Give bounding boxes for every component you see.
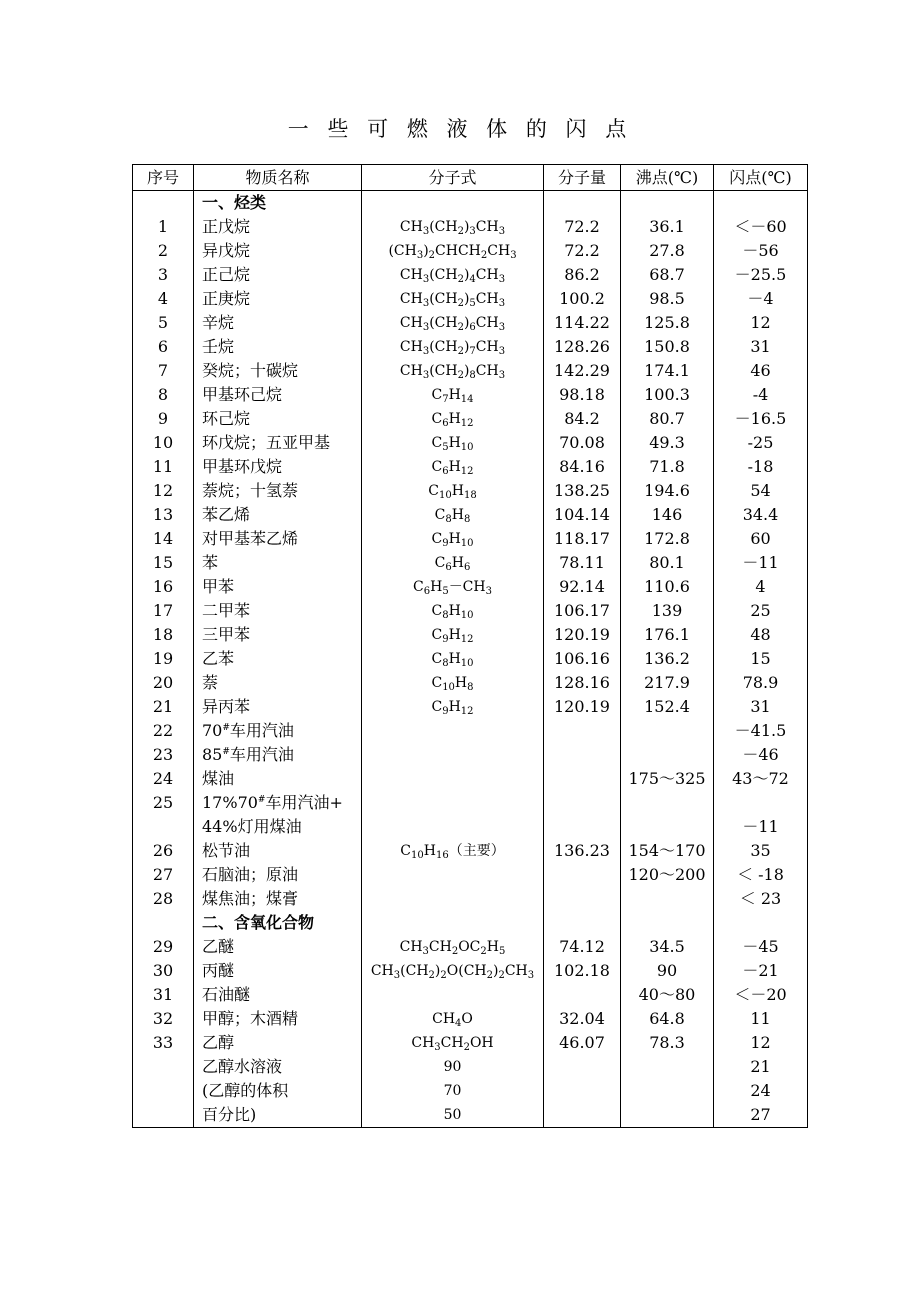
cell-molecular-weight — [544, 191, 621, 216]
cell-substance-name: 萘 — [194, 671, 362, 695]
cell-substance-name: 70#车用汽油 — [194, 719, 362, 743]
cell-formula: $(CH_3)_2CHCH_2CH_3$ — [362, 239, 544, 263]
table-row — [133, 551, 808, 575]
cell-molecular-weight: 72.2 — [544, 215, 621, 239]
cell-substance-name: 甲基环戊烷 — [194, 455, 362, 479]
cell-formula: $C_6H_5-CH_3$ — [362, 575, 544, 599]
cell-boiling-point: 174.1 — [621, 359, 714, 383]
cell-formula: $CH_4O$ — [362, 1007, 544, 1031]
cell-formula: $C_5H_{10}$ — [362, 431, 544, 455]
cell-molecular-weight — [544, 719, 621, 743]
cell-substance-name: 环戊烷；五亚甲基 — [194, 431, 362, 455]
cell-boiling-point: 64.8 — [621, 1007, 714, 1031]
table-row — [133, 407, 808, 431]
cell-formula — [362, 719, 544, 743]
cell-boiling-point: 154～170 — [621, 839, 714, 863]
cell-molecular-weight: 86.2 — [544, 263, 621, 287]
cell-formula: $C_8H_{10}$ — [362, 599, 544, 623]
cell-molecular-weight: 72.2 — [544, 239, 621, 263]
cell-substance-name: 乙醇水溶液 — [194, 1055, 362, 1079]
cell-flash-point: 34.4 — [714, 503, 808, 527]
cell-substance-name: 乙醚 — [194, 935, 362, 959]
cell-molecular-weight: 138.25 — [544, 479, 621, 503]
cell-index — [133, 1103, 194, 1128]
cell-molecular-weight — [544, 911, 621, 935]
cell-flash-point: －16.5 — [714, 407, 808, 431]
cell-index: 4 — [133, 287, 194, 311]
cell-formula — [362, 887, 544, 911]
cell-flash-point: －56 — [714, 239, 808, 263]
cell-flash-point: 24 — [714, 1079, 808, 1103]
cell-formula: $C_6H_{12}$ — [362, 455, 544, 479]
cell-index: 9 — [133, 407, 194, 431]
cell-boiling-point: 100.3 — [621, 383, 714, 407]
cell-substance-name: 正己烷 — [194, 263, 362, 287]
cell-formula: $C_{10}H_{16}$（主要） — [362, 839, 544, 863]
cell-index: 33 — [133, 1031, 194, 1055]
cell-index — [133, 815, 194, 839]
cell-molecular-weight: 104.14 — [544, 503, 621, 527]
cell-formula: $C_{10}H_{18}$ — [362, 479, 544, 503]
table-row — [133, 887, 808, 911]
cell-flash-point: 43～72 — [714, 767, 808, 791]
cell-substance-name: 正庚烷 — [194, 287, 362, 311]
cell-flash-point: －11 — [714, 815, 808, 839]
cell-index: 23 — [133, 743, 194, 767]
cell-formula: $C_7H_{14}$ — [362, 383, 544, 407]
cell-flash-point: ＜－60 — [714, 215, 808, 239]
table-row — [133, 311, 808, 335]
cell-molecular-weight: 84.16 — [544, 455, 621, 479]
table-row — [133, 431, 808, 455]
cell-flash-point: －45 — [714, 935, 808, 959]
table-row — [133, 455, 808, 479]
cell-index: 3 — [133, 263, 194, 287]
cell-formula: $C_6H_{12}$ — [362, 407, 544, 431]
cell-boiling-point: 110.6 — [621, 575, 714, 599]
cell-molecular-weight — [544, 767, 621, 791]
cell-index: 2 — [133, 239, 194, 263]
table-body — [133, 191, 808, 1128]
cell-index: 13 — [133, 503, 194, 527]
cell-boiling-point — [621, 719, 714, 743]
cell-boiling-point: 176.1 — [621, 623, 714, 647]
cell-formula: $CH_3(CH_2)_3CH_3$ — [362, 215, 544, 239]
table-row — [133, 383, 808, 407]
cell-flash-point: 54 — [714, 479, 808, 503]
cell-formula: $C_6H_6$ — [362, 551, 544, 575]
cell-boiling-point: 27.8 — [621, 239, 714, 263]
cell-formula: $CH_3(CH_2)_5CH_3$ — [362, 287, 544, 311]
cell-substance-name: 正戊烷 — [194, 215, 362, 239]
cell-molecular-weight — [544, 863, 621, 887]
cell-index — [133, 911, 194, 935]
cell-substance-name: 甲苯 — [194, 575, 362, 599]
cell-molecular-weight — [544, 1103, 621, 1128]
cell-formula: $CH_3(CH_2)_7CH_3$ — [362, 335, 544, 359]
cell-substance-name: 环己烷 — [194, 407, 362, 431]
header-formula: 分子式 — [362, 165, 544, 191]
cell-index: 17 — [133, 599, 194, 623]
cell-index: 15 — [133, 551, 194, 575]
cell-formula — [362, 863, 544, 887]
cell-molecular-weight — [544, 791, 621, 815]
cell-substance-name: 百分比) — [194, 1103, 362, 1128]
cell-index: 25 — [133, 791, 194, 815]
cell-flash-point: ＜ 23 — [714, 887, 808, 911]
table-row — [133, 359, 808, 383]
cell-molecular-weight: 114.22 — [544, 311, 621, 335]
cell-molecular-weight: 102.18 — [544, 959, 621, 983]
cell-boiling-point — [621, 911, 714, 935]
cell-substance-name: (乙醇的体积 — [194, 1079, 362, 1103]
table-header-row — [133, 165, 808, 191]
cell-boiling-point: 36.1 — [621, 215, 714, 239]
cell-index: 19 — [133, 647, 194, 671]
cell-substance-name: 丙醚 — [194, 959, 362, 983]
cell-boiling-point — [621, 1079, 714, 1103]
cell-index — [133, 191, 194, 216]
cell-formula: $CH_3CH_2OC_2H_5$ — [362, 935, 544, 959]
cell-molecular-weight: 92.14 — [544, 575, 621, 599]
table-row — [133, 599, 808, 623]
cell-substance-name: 一、烃类 — [194, 191, 362, 216]
table-row — [133, 239, 808, 263]
cell-flash-point: 35 — [714, 839, 808, 863]
cell-formula — [362, 743, 544, 767]
table-row — [133, 767, 808, 791]
cell-boiling-point — [621, 1055, 714, 1079]
cell-substance-name: 甲基环己烷 — [194, 383, 362, 407]
cell-boiling-point — [621, 191, 714, 216]
cell-substance-name: 癸烷；十碳烷 — [194, 359, 362, 383]
cell-molecular-weight: 70.08 — [544, 431, 621, 455]
cell-flash-point: 27 — [714, 1103, 808, 1128]
cell-index: 6 — [133, 335, 194, 359]
table-row — [133, 839, 808, 863]
cell-molecular-weight: 120.19 — [544, 695, 621, 719]
cell-formula — [362, 815, 544, 839]
cell-index: 20 — [133, 671, 194, 695]
cell-molecular-weight — [544, 743, 621, 767]
cell-index: 18 — [133, 623, 194, 647]
cell-formula: 50 — [362, 1103, 544, 1128]
cell-formula: 90 — [362, 1055, 544, 1079]
cell-index: 32 — [133, 1007, 194, 1031]
cell-flash-point: 21 — [714, 1055, 808, 1079]
cell-formula: $C_8H_{10}$ — [362, 647, 544, 671]
cell-flash-point: 60 — [714, 527, 808, 551]
cell-index: 31 — [133, 983, 194, 1007]
cell-index: 29 — [133, 935, 194, 959]
cell-molecular-weight: 128.16 — [544, 671, 621, 695]
cell-formula: $C_8H_8$ — [362, 503, 544, 527]
cell-flash-point: 15 — [714, 647, 808, 671]
cell-formula: 70 — [362, 1079, 544, 1103]
table-row — [133, 1079, 808, 1103]
cell-substance-name: 异戊烷 — [194, 239, 362, 263]
table-row — [133, 1031, 808, 1055]
cell-flash-point — [714, 791, 808, 815]
cell-substance-name: 石油醚 — [194, 983, 362, 1007]
cell-substance-name: 甲醇；木酒精 — [194, 1007, 362, 1031]
cell-boiling-point: 90 — [621, 959, 714, 983]
cell-boiling-point: 172.8 — [621, 527, 714, 551]
cell-substance-name: 苯 — [194, 551, 362, 575]
cell-boiling-point: 125.8 — [621, 311, 714, 335]
cell-molecular-weight: 74.12 — [544, 935, 621, 959]
cell-formula: $C_9H_{10}$ — [362, 527, 544, 551]
table-row — [133, 815, 808, 839]
cell-molecular-weight — [544, 983, 621, 1007]
cell-index: 30 — [133, 959, 194, 983]
cell-boiling-point — [621, 815, 714, 839]
table-row — [133, 287, 808, 311]
flash-point-table — [132, 164, 808, 1128]
cell-flash-point: -4 — [714, 383, 808, 407]
table-row — [133, 863, 808, 887]
header-boiling-point: 沸点(℃) — [621, 165, 714, 191]
cell-formula: $C_9H_{12}$ — [362, 623, 544, 647]
cell-flash-point: ＜－20 — [714, 983, 808, 1007]
cell-index: 16 — [133, 575, 194, 599]
table-row — [133, 623, 808, 647]
cell-index: 22 — [133, 719, 194, 743]
cell-molecular-weight: 128.26 — [544, 335, 621, 359]
cell-boiling-point: 34.5 — [621, 935, 714, 959]
cell-substance-name: 壬烷 — [194, 335, 362, 359]
table-row — [133, 791, 808, 815]
header-flash-point: 闪点(℃) — [714, 165, 808, 191]
cell-boiling-point: 175～325 — [621, 767, 714, 791]
cell-molecular-weight: 32.04 — [544, 1007, 621, 1031]
header-index: 序号 — [133, 165, 194, 191]
table-row — [133, 671, 808, 695]
cell-index: 12 — [133, 479, 194, 503]
cell-index: 26 — [133, 839, 194, 863]
cell-index: 5 — [133, 311, 194, 335]
cell-flash-point: 4 — [714, 575, 808, 599]
table-row — [133, 1103, 808, 1128]
cell-molecular-weight: 78.11 — [544, 551, 621, 575]
cell-boiling-point: 49.3 — [621, 431, 714, 455]
table-row — [133, 1055, 808, 1079]
cell-boiling-point: 217.9 — [621, 671, 714, 695]
cell-formula: $CH_3CH_2OH$ — [362, 1031, 544, 1055]
cell-boiling-point: 136.2 — [621, 647, 714, 671]
cell-substance-name: 松节油 — [194, 839, 362, 863]
cell-molecular-weight: 98.18 — [544, 383, 621, 407]
cell-index: 10 — [133, 431, 194, 455]
cell-molecular-weight — [544, 1055, 621, 1079]
cell-formula — [362, 767, 544, 791]
cell-boiling-point: 194.6 — [621, 479, 714, 503]
cell-boiling-point: 98.5 — [621, 287, 714, 311]
cell-substance-name: 煤焦油；煤膏 — [194, 887, 362, 911]
cell-index: 11 — [133, 455, 194, 479]
cell-molecular-weight — [544, 887, 621, 911]
cell-boiling-point: 152.4 — [621, 695, 714, 719]
table-row — [133, 503, 808, 527]
cell-substance-name: 二甲苯 — [194, 599, 362, 623]
cell-flash-point: 25 — [714, 599, 808, 623]
cell-formula: $CH_3(CH_2)_6CH_3$ — [362, 311, 544, 335]
cell-flash-point: －25.5 — [714, 263, 808, 287]
cell-substance-name: 苯乙烯 — [194, 503, 362, 527]
cell-index — [133, 1079, 194, 1103]
table-row — [133, 959, 808, 983]
cell-index: 24 — [133, 767, 194, 791]
cell-boiling-point: 80.1 — [621, 551, 714, 575]
cell-molecular-weight: 136.23 — [544, 839, 621, 863]
cell-flash-point: 12 — [714, 311, 808, 335]
table-row — [133, 695, 808, 719]
cell-molecular-weight: 106.17 — [544, 599, 621, 623]
cell-boiling-point — [621, 1103, 714, 1128]
cell-index: 28 — [133, 887, 194, 911]
cell-substance-name: 乙苯 — [194, 647, 362, 671]
section-row — [133, 911, 808, 935]
cell-substance-name: 石脑油；原油 — [194, 863, 362, 887]
cell-substance-name: 44%灯用煤油 — [194, 815, 362, 839]
cell-substance-name: 煤油 — [194, 767, 362, 791]
header-molecular-weight: 分子量 — [544, 165, 621, 191]
cell-molecular-weight — [544, 815, 621, 839]
cell-index: 14 — [133, 527, 194, 551]
table-row — [133, 479, 808, 503]
header-substance-name: 物质名称 — [194, 165, 362, 191]
cell-substance-name: 萘烷；十氢萘 — [194, 479, 362, 503]
cell-substance-name: 17%70#车用汽油+ — [194, 791, 362, 815]
cell-index: 1 — [133, 215, 194, 239]
cell-substance-name: 二、含氧化合物 — [194, 911, 362, 935]
cell-molecular-weight: 100.2 — [544, 287, 621, 311]
cell-flash-point: -18 — [714, 455, 808, 479]
cell-formula: $CH_3(CH_2)_2O(CH_2)_2CH_3$ — [362, 959, 544, 983]
cell-boiling-point: 139 — [621, 599, 714, 623]
cell-boiling-point — [621, 743, 714, 767]
table-row — [133, 935, 808, 959]
page-title: 一 些 可 燃 液 体 的 闪 点 — [287, 117, 633, 141]
cell-molecular-weight: 142.29 — [544, 359, 621, 383]
section-row — [133, 191, 808, 216]
cell-boiling-point: 71.8 — [621, 455, 714, 479]
cell-substance-name: 辛烷 — [194, 311, 362, 335]
cell-flash-point: 31 — [714, 335, 808, 359]
table-row — [133, 983, 808, 1007]
table-row — [133, 1007, 808, 1031]
cell-formula: $CH_3(CH_2)_8CH_3$ — [362, 359, 544, 383]
cell-boiling-point: 150.8 — [621, 335, 714, 359]
cell-substance-name: 乙醇 — [194, 1031, 362, 1055]
cell-flash-point — [714, 191, 808, 216]
cell-boiling-point — [621, 887, 714, 911]
cell-substance-name: 三甲苯 — [194, 623, 362, 647]
cell-flash-point: －21 — [714, 959, 808, 983]
cell-index: 8 — [133, 383, 194, 407]
cell-index: 7 — [133, 359, 194, 383]
table-row — [133, 263, 808, 287]
cell-formula: $C_{10}H_8$ — [362, 671, 544, 695]
cell-formula — [362, 791, 544, 815]
cell-index: 21 — [133, 695, 194, 719]
cell-boiling-point: 146 — [621, 503, 714, 527]
table-row — [133, 647, 808, 671]
cell-flash-point: -25 — [714, 431, 808, 455]
cell-boiling-point: 68.7 — [621, 263, 714, 287]
cell-boiling-point: 78.3 — [621, 1031, 714, 1055]
cell-flash-point: －46 — [714, 743, 808, 767]
cell-substance-name: 异丙苯 — [194, 695, 362, 719]
cell-flash-point: －41.5 — [714, 719, 808, 743]
cell-molecular-weight — [544, 1079, 621, 1103]
cell-index: 27 — [133, 863, 194, 887]
table-row — [133, 575, 808, 599]
cell-molecular-weight: 46.07 — [544, 1031, 621, 1055]
cell-formula — [362, 191, 544, 216]
cell-index — [133, 1055, 194, 1079]
cell-boiling-point — [621, 791, 714, 815]
cell-flash-point: 48 — [714, 623, 808, 647]
table-row — [133, 719, 808, 743]
table-row — [133, 527, 808, 551]
cell-flash-point: 31 — [714, 695, 808, 719]
cell-flash-point: －11 — [714, 551, 808, 575]
cell-flash-point: 46 — [714, 359, 808, 383]
cell-flash-point — [714, 911, 808, 935]
cell-molecular-weight: 118.17 — [544, 527, 621, 551]
table-row — [133, 335, 808, 359]
cell-molecular-weight: 106.16 — [544, 647, 621, 671]
cell-substance-name: 85#车用汽油 — [194, 743, 362, 767]
cell-boiling-point: 80.7 — [621, 407, 714, 431]
cell-flash-point: ＜ -18 — [714, 863, 808, 887]
cell-formula: $C_9H_{12}$ — [362, 695, 544, 719]
cell-boiling-point: 120～200 — [621, 863, 714, 887]
cell-flash-point: －4 — [714, 287, 808, 311]
cell-substance-name: 对甲基苯乙烯 — [194, 527, 362, 551]
cell-molecular-weight: 120.19 — [544, 623, 621, 647]
table-row — [133, 215, 808, 239]
cell-formula — [362, 911, 544, 935]
cell-formula — [362, 983, 544, 1007]
cell-boiling-point: 40～80 — [621, 983, 714, 1007]
cell-molecular-weight: 84.2 — [544, 407, 621, 431]
table-row — [133, 743, 808, 767]
cell-flash-point: 78.9 — [714, 671, 808, 695]
cell-formula: $CH_3(CH_2)_4CH_3$ — [362, 263, 544, 287]
cell-flash-point: 11 — [714, 1007, 808, 1031]
cell-flash-point: 12 — [714, 1031, 808, 1055]
